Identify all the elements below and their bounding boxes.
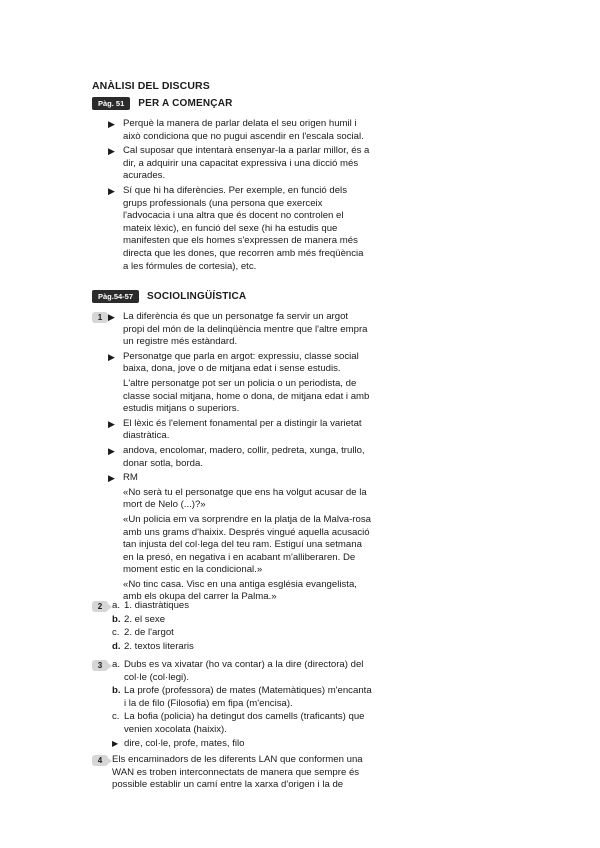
arrow-icon: ▶ bbox=[108, 418, 115, 429]
question-2-answers bbox=[112, 600, 372, 654]
list-item: ▶ dire, col·le, profe, mates, filo bbox=[112, 737, 245, 749]
list-item: a. Dubs es va xivatar (ho va contar) a la dire (directora) del col·le (col·legi). bbox=[112, 659, 364, 683]
list-item: b. 2. el sexe bbox=[112, 613, 166, 625]
list-item: ▶ Sí que hi ha diferències. Per exemple, en funció dels grups professionals (una persona que exerceix l'advocacia i una altra que és docent no controlen el mateix lèxic), en funció del sexe (hi ha estudis que manifesten que els homes s'expressen de manera més directa que les dones, que recorren amb més freqüència a les fórmules de cortesia), etc. bbox=[108, 184, 364, 272]
list-item: c. La bofia (policia) ha detingut dos camells (traficants) que venien xocolata (haixix). bbox=[112, 711, 365, 735]
list-item: ▶ andova, encolomar, madero, collir, pedreta, xunga, trullo, donar sotla, borda. bbox=[108, 444, 365, 469]
arrow-icon: ▶ bbox=[108, 351, 115, 362]
section-heading-sociolinguistica bbox=[92, 290, 246, 303]
per-a-comencar-answers bbox=[108, 118, 370, 275]
section-subtitle: PER A COMENÇAR bbox=[138, 98, 233, 109]
list-item: b. La profe (professora) de mates (Matemàtiques) m'encanta i la de filo (Filosofia) em fipa (m'encisa). bbox=[112, 685, 372, 709]
list-item: a. 1. diastràtiques bbox=[112, 600, 190, 611]
quote: «No serà tu el personatge que ens ha volgut acusar de la mort de Nelo (...)?» bbox=[123, 486, 367, 511]
quote: «No tinc casa. Visc en una antiga església evangelista, amb els okupa del carrer la Palma.» bbox=[123, 578, 357, 603]
arrow-icon: ▶ bbox=[108, 146, 115, 157]
question-number-3: 3 bbox=[92, 660, 108, 671]
question-3-answers bbox=[112, 659, 374, 751]
question-number-2: 2 bbox=[92, 601, 108, 612]
arrow-icon: ▶ bbox=[108, 119, 115, 129]
list-item: ▶ El lèxic és l'element fonamental per a distingir la varietat diastràtica. bbox=[108, 417, 362, 442]
quote: «Un policia em va sorprendre en la platja de la Malva-rosa amb uns grams d'haixix. Després vingué aquella acusació tan injusta del col·lega del teu ram. Estiguí una setmana en la presó, en negativa i en acabant m'alliberaren. De moment estic en la condicional.» bbox=[123, 513, 371, 576]
arrow-icon: ▶ bbox=[108, 312, 115, 322]
list-item: ▶ Cal suposar que intentarà ensenyar-la a parlar millor, és a dir, a adquirir una capacitat expressiva i una dicció més acurades. bbox=[108, 145, 370, 182]
list-item: ▶ Perquè la manera de parlar delata el seu origen humil i això condiciona que no pugui ascendir en l'escala social. bbox=[108, 118, 364, 142]
section-title: ANÀLISI DEL DISCURS bbox=[92, 80, 210, 92]
list-item-continuation: L'altre personatge pot ser un policia o un periodista, de classe social mitjana, home o dona, de mitjana edat i amb estudis mitjans o superiors. bbox=[123, 377, 370, 415]
list-item: ▶ Personatge que parla en argot: expressiu, classe social baixa, dona, jove o de mitjana edat i sense estudis. bbox=[108, 350, 359, 375]
question-number-4: 4 bbox=[92, 755, 108, 766]
question-number-1: 1 bbox=[92, 312, 108, 323]
question-1-answers bbox=[108, 311, 372, 606]
list-item: ▶ RM bbox=[108, 472, 138, 484]
list-item: c. 2. de l'argot bbox=[112, 627, 174, 639]
list-item: ▶ La diferència és que un personatge fa servir un argot propi del món de la delinqüència mentre que l'altre empra un registre més estàndard. bbox=[108, 311, 368, 348]
section-subtitle: SOCIOLINGÜÍSTICA bbox=[147, 291, 247, 302]
page-badge: Pàg.54-57 bbox=[92, 290, 139, 303]
page-badge: Pàg. 51 bbox=[92, 97, 130, 110]
list-item: d. 2. textos literaris bbox=[112, 640, 194, 652]
question-4-answer: Els encaminadors de les diferents LAN que conformen una WAN es troben interconnectats de manera que sempre és possible establir un camí entre la xarxa d'origen i la de bbox=[112, 754, 363, 791]
section-heading-per-a-comencar bbox=[92, 97, 233, 110]
arrow-icon: ▶ bbox=[108, 185, 115, 196]
arrow-icon: ▶ bbox=[108, 445, 115, 456]
arrow-icon: ▶ bbox=[108, 473, 115, 484]
